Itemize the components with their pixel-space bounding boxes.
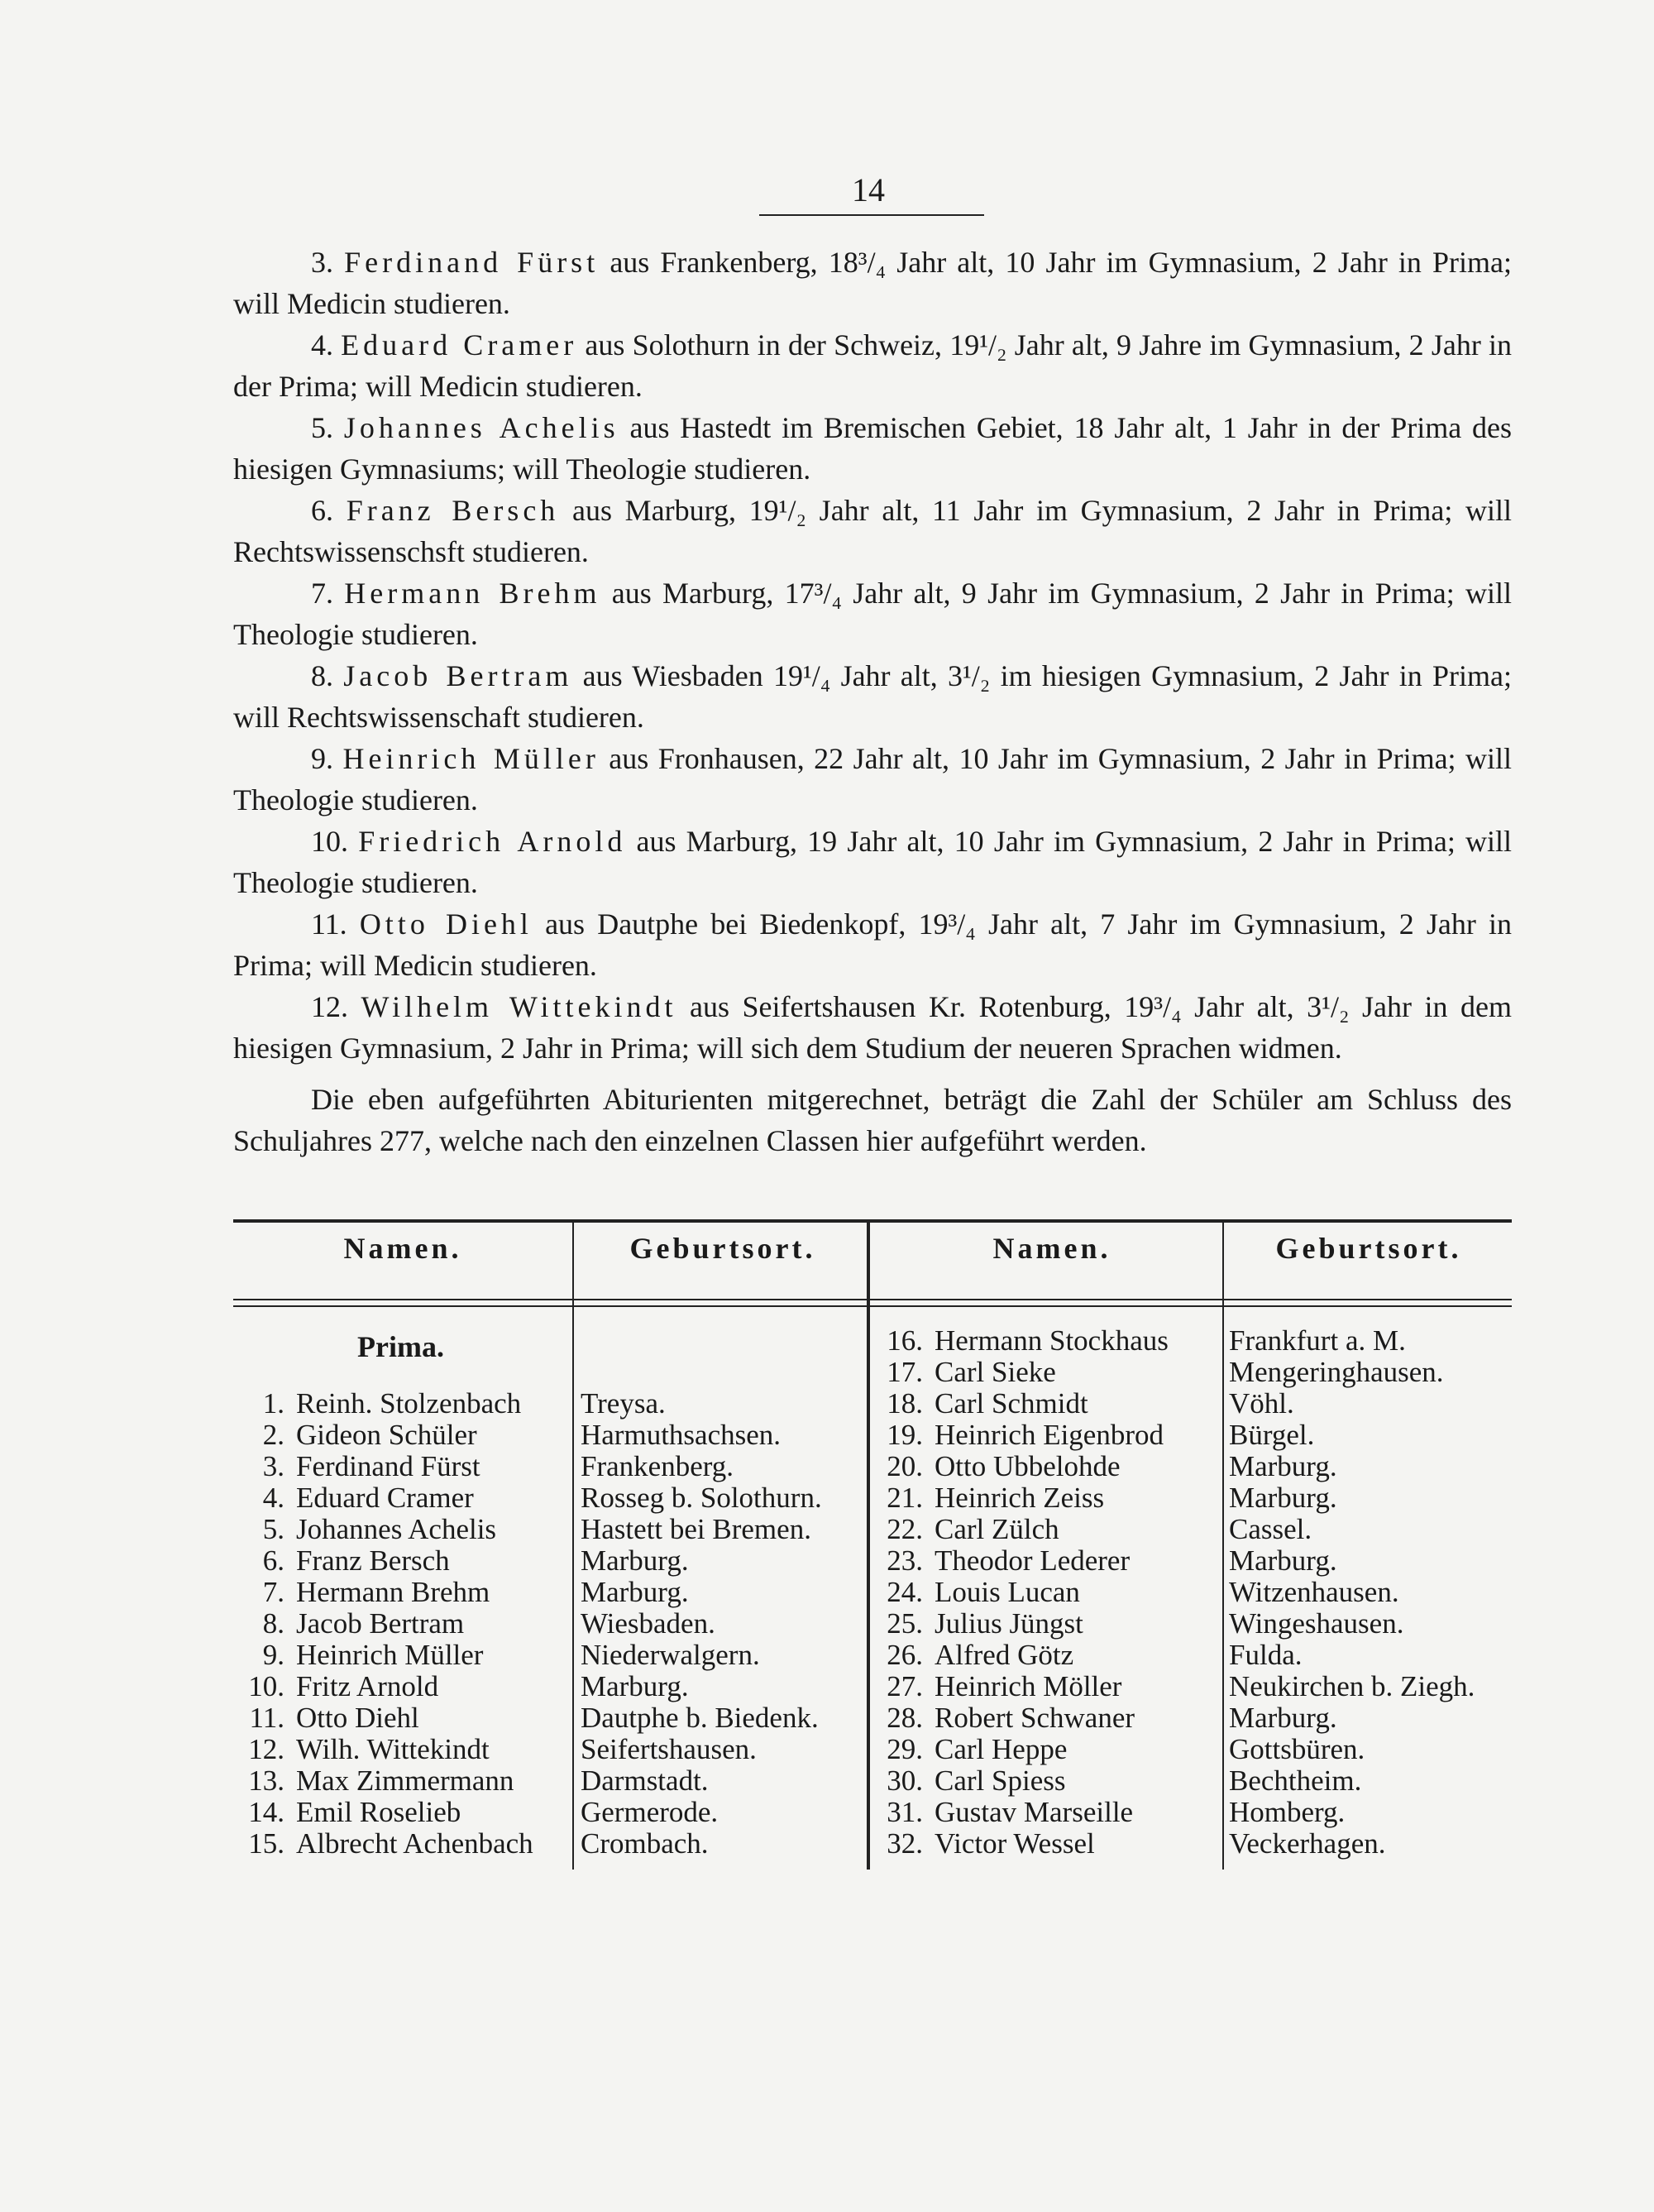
student-name: Heinrich Eigenbrod bbox=[935, 1419, 1164, 1451]
row-number: 9. bbox=[262, 1639, 284, 1671]
row-number: 18. bbox=[887, 1387, 923, 1420]
birthplace: Mengeringhausen. bbox=[1229, 1356, 1444, 1388]
entry-number: 4. bbox=[311, 328, 333, 361]
birthplace: Marburg. bbox=[1229, 1450, 1337, 1482]
entry-name: Hermann Brehm bbox=[344, 577, 601, 610]
entry-text: aus Marburg, 19¹/₂ Jahr alt, 11 Jahr im Gymnasium, 2 Jahr in Prima; will Rechtswissenschsft studieren. bbox=[233, 494, 1513, 568]
entry-text: aus Hastedt im Bremischen Gebiet, 18 Jahr alt, 1 Jahr in der Prima des hiesigen Gymnasiums; will Theologie studieren. bbox=[233, 411, 1513, 486]
header-geburtsort-right: Geburtsort. bbox=[1275, 1232, 1462, 1265]
table-row bbox=[233, 1671, 572, 1702]
row-number: 29. bbox=[887, 1733, 923, 1765]
row-number: 8. bbox=[262, 1607, 284, 1640]
graduate-entries bbox=[233, 242, 1512, 1069]
summary-paragraph: Die eben aufgeführten Abiturienten mitgerechnet, beträgt die Zahl der Schüler am Schluss des Schuljahres 277, welche nach den einzelnen Classen hier aufgeführt werden. bbox=[233, 1083, 1512, 1157]
table-row bbox=[872, 1514, 1222, 1545]
graduate-entry bbox=[233, 324, 1512, 407]
birthplace: Marburg. bbox=[581, 1670, 689, 1702]
table-row bbox=[233, 1765, 572, 1797]
table-row bbox=[872, 1357, 1222, 1388]
birthplace: Wingeshausen. bbox=[1229, 1607, 1404, 1640]
student-name: Gustav Marseille bbox=[935, 1796, 1134, 1828]
row-number: 4. bbox=[262, 1482, 284, 1514]
birthplace: Treysa. bbox=[581, 1387, 666, 1420]
row-number: 28. bbox=[887, 1702, 923, 1734]
birthplace: Vöhl. bbox=[1229, 1387, 1294, 1420]
birthplace: Homberg. bbox=[1229, 1796, 1346, 1828]
row-number: 25. bbox=[887, 1607, 923, 1640]
row-number: 30. bbox=[887, 1764, 923, 1797]
birthplace: Marburg. bbox=[1229, 1482, 1337, 1514]
entry-number: 10. bbox=[311, 825, 348, 858]
table-row bbox=[233, 1828, 572, 1860]
header-namen-right: Namen. bbox=[992, 1232, 1111, 1265]
row-number: 16. bbox=[887, 1324, 923, 1357]
row-number: 10. bbox=[248, 1670, 284, 1702]
row-number: 23. bbox=[887, 1544, 923, 1577]
table-row bbox=[233, 1514, 572, 1545]
entry-name: Johannes Achelis bbox=[343, 411, 619, 444]
right-names-column bbox=[872, 1325, 1222, 1860]
student-name: Theodor Lederer bbox=[935, 1544, 1131, 1577]
row-number: 32. bbox=[887, 1827, 923, 1860]
left-places-column bbox=[581, 1388, 866, 1860]
entry-text: aus Dautphe bei Biedenkopf, 19³/₄ Jahr alt, 7 Jahr im Gymnasium, 2 Jahr in Prima; will Medicin studieren. bbox=[233, 907, 1513, 982]
entry-number: 12. bbox=[311, 990, 348, 1023]
table-row bbox=[872, 1797, 1222, 1828]
row-number: 7. bbox=[262, 1576, 284, 1608]
page-number-rule bbox=[759, 214, 984, 216]
birthplace: Wiesbaden. bbox=[581, 1607, 715, 1640]
row-number: 26. bbox=[887, 1639, 923, 1671]
entry-name: Wilhelm Wittekindt bbox=[361, 990, 677, 1023]
birthplace: Seifertshausen. bbox=[581, 1733, 757, 1765]
entry-text: aus Solothurn in der Schweiz, 19¹/₂ Jahr alt, 9 Jahre im Gymnasium, 2 Jahr in der Prima; will Medicin studieren. bbox=[233, 328, 1512, 403]
table-row bbox=[233, 1577, 572, 1608]
entry-text: aus Fronhausen, 22 Jahr alt, 10 Jahr im Gymnasium, 2 Jahr in Prima; will Theologie studieren. bbox=[233, 742, 1513, 816]
student-name: Eduard Cramer bbox=[296, 1482, 474, 1514]
graduate-entry bbox=[233, 407, 1512, 490]
student-name: Carl Sieke bbox=[935, 1356, 1056, 1388]
graduate-entry bbox=[233, 903, 1512, 986]
birthplace: Marburg. bbox=[1229, 1544, 1337, 1577]
student-name: Franz Bersch bbox=[296, 1544, 450, 1577]
row-number: 5. bbox=[262, 1513, 284, 1545]
table-header-rule-2 bbox=[233, 1305, 1512, 1307]
graduate-entry bbox=[233, 490, 1512, 572]
student-name: Carl Spiess bbox=[935, 1764, 1066, 1797]
entry-number: 6. bbox=[311, 494, 333, 527]
table-top-rule bbox=[233, 1219, 1512, 1223]
table-row bbox=[233, 1388, 572, 1420]
page-number: 14 bbox=[852, 171, 885, 208]
row-number: 27. bbox=[887, 1670, 923, 1702]
row-number: 3. bbox=[262, 1450, 284, 1482]
graduates-text bbox=[233, 242, 1512, 1161]
entry-text: aus Frankenberg, 18³/₄ Jahr alt, 10 Jahr im Gymnasium, 2 Jahr in Prima; will Medicin studieren. bbox=[233, 246, 1513, 320]
birthplace: Niederwalgern. bbox=[581, 1639, 760, 1671]
student-name: Heinrich Möller bbox=[935, 1670, 1122, 1702]
table-row bbox=[872, 1451, 1222, 1482]
graduate-entry bbox=[233, 572, 1512, 655]
table-row bbox=[233, 1420, 572, 1451]
student-name: Louis Lucan bbox=[935, 1576, 1080, 1608]
student-name: Fritz Arnold bbox=[296, 1670, 439, 1702]
right-places-column bbox=[1229, 1325, 1510, 1860]
table-row bbox=[872, 1640, 1222, 1671]
table-row bbox=[872, 1388, 1222, 1420]
birthplace: Neukirchen b. Ziegh. bbox=[1229, 1670, 1475, 1702]
table-row bbox=[872, 1608, 1222, 1640]
table-row bbox=[233, 1451, 572, 1482]
table-row bbox=[872, 1482, 1222, 1514]
graduate-entry bbox=[233, 986, 1512, 1069]
student-name: Carl Zülch bbox=[935, 1513, 1059, 1545]
table-row bbox=[233, 1482, 572, 1514]
table-row bbox=[872, 1577, 1222, 1608]
student-name: Julius Jüngst bbox=[935, 1607, 1083, 1640]
row-number: 1. bbox=[262, 1387, 284, 1420]
student-name: Robert Schwaner bbox=[935, 1702, 1135, 1734]
birthplace: Veckerhagen. bbox=[1229, 1827, 1386, 1860]
student-name: Max Zimmermann bbox=[296, 1764, 514, 1797]
student-name: Wilh. Wittekindt bbox=[296, 1733, 490, 1765]
graduate-entry bbox=[233, 242, 1512, 324]
table-divider-2 bbox=[867, 1223, 870, 1870]
table-divider-1 bbox=[572, 1223, 574, 1870]
birthplace: Bechtheim. bbox=[1229, 1764, 1362, 1797]
student-name: Jacob Bertram bbox=[296, 1607, 465, 1640]
entry-text: aus Seifertshausen Kr. Rotenburg, 19³/₄ Jahr alt, 3¹/₂ Jahr in dem hiesigen Gymnasium, 2 Jahr in Prima; will sich dem Studium der neueren Sprachen widmen. bbox=[233, 990, 1513, 1065]
header-geburtsort-left: Geburtsort. bbox=[629, 1232, 816, 1265]
table-row bbox=[872, 1671, 1222, 1702]
entry-name: Otto Diehl bbox=[359, 907, 533, 941]
row-number: 14. bbox=[248, 1796, 284, 1828]
table-row bbox=[233, 1734, 572, 1765]
birthplace: Hastett bei Bremen. bbox=[581, 1513, 811, 1545]
entry-number: 9. bbox=[311, 742, 333, 775]
student-name: Ferdinand Fürst bbox=[296, 1450, 480, 1482]
student-name: Carl Schmidt bbox=[935, 1387, 1088, 1420]
entry-number: 11. bbox=[311, 907, 347, 941]
row-number: 31. bbox=[887, 1796, 923, 1828]
row-number: 17. bbox=[887, 1356, 923, 1388]
student-name: Albrecht Achenbach bbox=[296, 1827, 533, 1860]
entry-name: Ferdinand Fürst bbox=[344, 246, 600, 279]
student-name: Victor Wessel bbox=[935, 1827, 1095, 1860]
entry-number: 3. bbox=[311, 246, 333, 279]
table-row bbox=[233, 1797, 572, 1828]
student-name: Otto Diehl bbox=[296, 1702, 419, 1734]
entry-name: Friedrich Arnold bbox=[358, 825, 627, 858]
row-number: 21. bbox=[887, 1482, 923, 1514]
table-row bbox=[872, 1325, 1222, 1357]
row-number: 20. bbox=[887, 1450, 923, 1482]
row-number: 19. bbox=[887, 1419, 923, 1451]
row-number: 13. bbox=[248, 1764, 284, 1797]
entry-name: Jacob Bertram bbox=[343, 659, 573, 692]
birthplace: Germerode. bbox=[581, 1796, 719, 1828]
entry-text: aus Wiesbaden 19¹/₄ Jahr alt, 3¹/₂ im hiesigen Gymnasium, 2 Jahr in Prima; will Rechtswissenschaft studieren. bbox=[233, 659, 1513, 734]
row-number: 6. bbox=[262, 1544, 284, 1577]
graduate-entry bbox=[233, 738, 1512, 821]
birthplace: Marburg. bbox=[581, 1544, 689, 1577]
birthplace: Frankfurt a. M. bbox=[1229, 1324, 1406, 1357]
table-row bbox=[872, 1828, 1222, 1860]
entry-text: aus Marburg, 17³/₄ Jahr alt, 9 Jahr im Gymnasium, 2 Jahr in Prima; will Theologie studieren. bbox=[233, 577, 1512, 651]
row-number: 24. bbox=[887, 1576, 923, 1608]
table-row bbox=[233, 1640, 572, 1671]
entry-text: aus Marburg, 19 Jahr alt, 10 Jahr im Gymnasium, 2 Jahr in Prima; will Theologie studieren. bbox=[233, 825, 1513, 899]
birthplace: Darmstadt. bbox=[581, 1764, 709, 1797]
birthplace: Gottsbüren. bbox=[1229, 1733, 1365, 1765]
table-row bbox=[233, 1608, 572, 1640]
student-name: Otto Ubbelohde bbox=[935, 1450, 1121, 1482]
table-row bbox=[233, 1545, 572, 1577]
birthplace: Crombach. bbox=[581, 1827, 709, 1860]
birthplace: Rosseg b. Solothurn. bbox=[581, 1482, 822, 1514]
student-table bbox=[233, 1216, 1512, 1870]
entry-number: 7. bbox=[311, 577, 333, 610]
entry-number: 5. bbox=[311, 411, 333, 444]
left-names-column bbox=[233, 1388, 572, 1860]
student-name: Johannes Achelis bbox=[296, 1513, 497, 1545]
student-name: Gideon Schüler bbox=[296, 1419, 477, 1451]
student-name: Hermann Brehm bbox=[296, 1576, 490, 1608]
birthplace: Cassel. bbox=[1229, 1513, 1312, 1545]
student-name: Emil Roselieb bbox=[296, 1796, 461, 1828]
birthplace: Marburg. bbox=[1229, 1702, 1337, 1734]
birthplace: Marburg. bbox=[581, 1576, 689, 1608]
entry-name: Franz Bersch bbox=[346, 494, 560, 527]
header-namen-left: Namen. bbox=[343, 1232, 462, 1265]
student-name: Hermann Stockhaus bbox=[935, 1324, 1169, 1357]
entry-name: Eduard Cramer bbox=[341, 328, 578, 361]
birthplace: Fulda. bbox=[1229, 1639, 1303, 1671]
table-row bbox=[872, 1765, 1222, 1797]
student-name: Heinrich Zeiss bbox=[935, 1482, 1105, 1514]
table-row bbox=[233, 1702, 572, 1734]
row-number: 11. bbox=[249, 1702, 284, 1734]
table-row bbox=[872, 1545, 1222, 1577]
graduate-entry bbox=[233, 821, 1512, 903]
graduate-entry bbox=[233, 655, 1512, 738]
student-name: Alfred Götz bbox=[935, 1639, 1074, 1671]
table-row bbox=[872, 1702, 1222, 1734]
entry-number: 8. bbox=[311, 659, 333, 692]
row-number: 15. bbox=[248, 1827, 284, 1860]
row-number: 22. bbox=[887, 1513, 923, 1545]
student-name: Carl Heppe bbox=[935, 1733, 1068, 1765]
student-name: Heinrich Müller bbox=[296, 1639, 484, 1671]
table-row bbox=[872, 1420, 1222, 1451]
table-divider-3 bbox=[1222, 1223, 1224, 1870]
birthplace: Witzenhausen. bbox=[1229, 1576, 1399, 1608]
birthplace: Bürgel. bbox=[1229, 1419, 1315, 1451]
student-name: Reinh. Stolzenbach bbox=[296, 1387, 522, 1420]
birthplace: Frankenberg. bbox=[581, 1450, 734, 1482]
row-number: 2. bbox=[262, 1419, 284, 1451]
table-row bbox=[872, 1734, 1222, 1765]
entry-name: Heinrich Müller bbox=[342, 742, 600, 775]
birthplace: Dautphe b. Biedenk. bbox=[581, 1702, 819, 1734]
birthplace: Harmuthsachsen. bbox=[581, 1419, 782, 1451]
row-number: 12. bbox=[248, 1733, 284, 1765]
table-header-rule-1 bbox=[233, 1299, 1512, 1300]
section-prima: Prima. bbox=[357, 1330, 444, 1363]
